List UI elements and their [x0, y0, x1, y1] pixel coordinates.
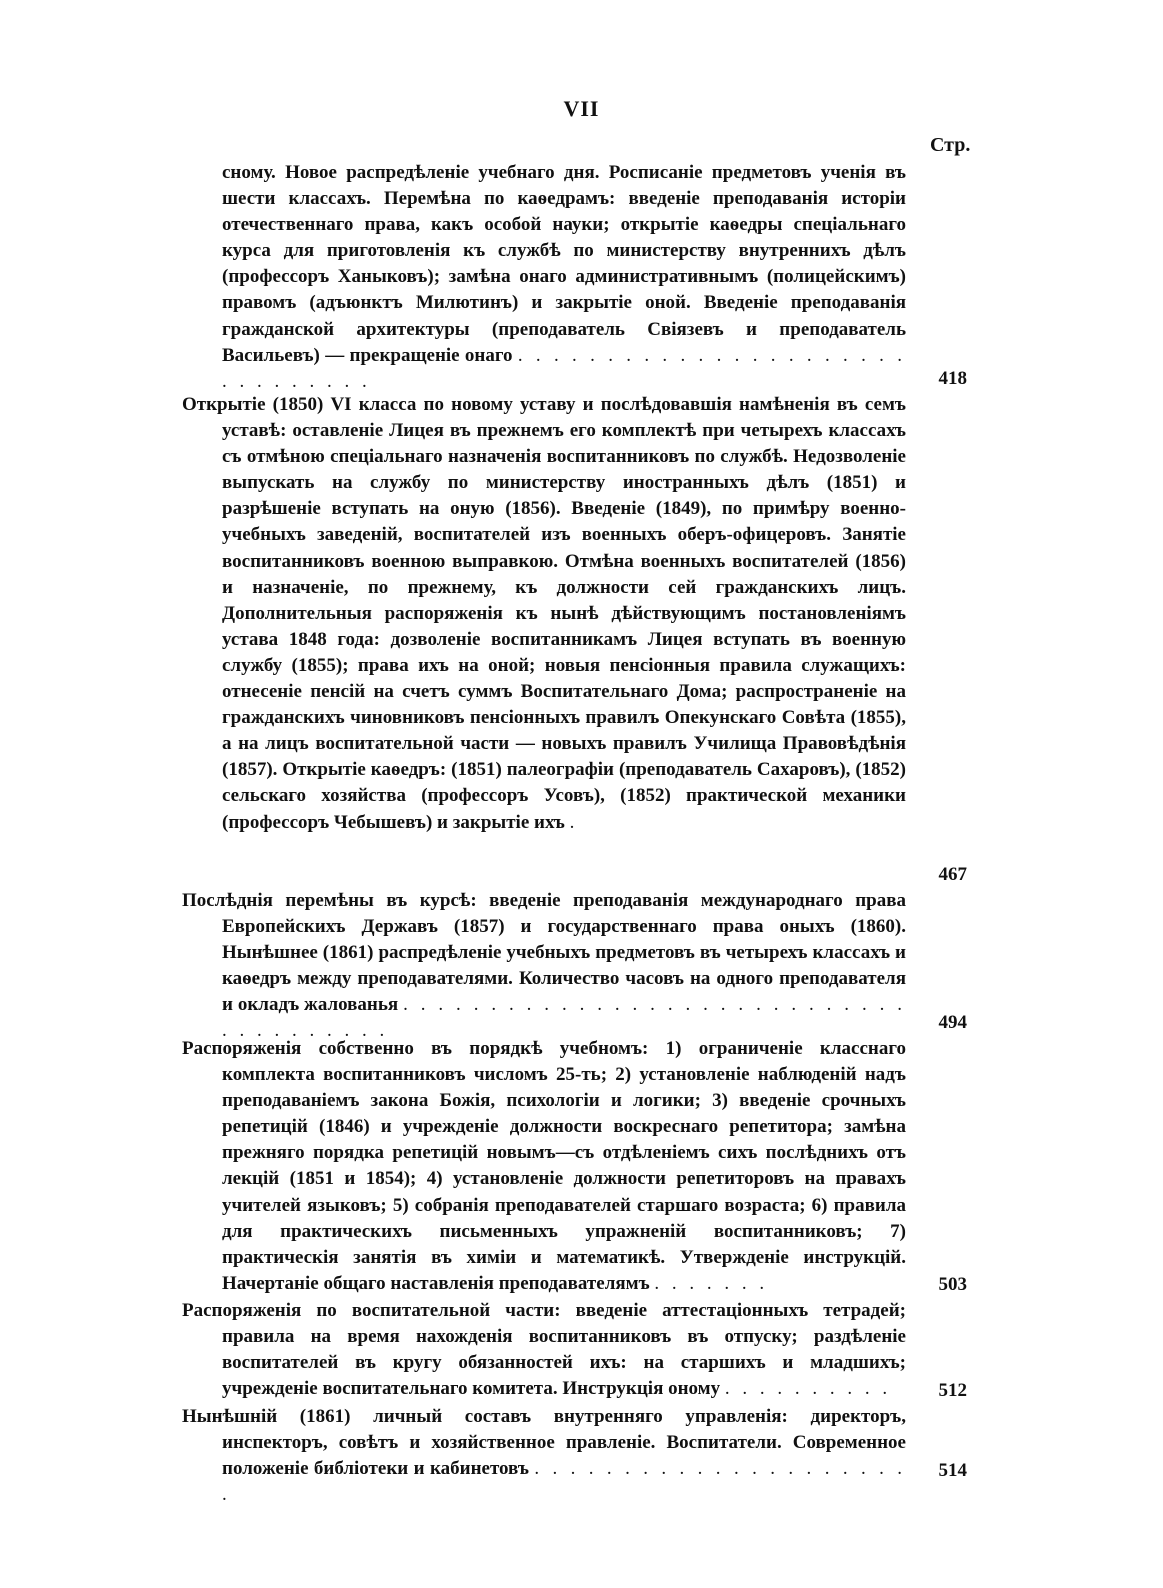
- leader-dots: . . . . . . . . . . . . . . . . . . . . . . . . . . . . . . .: [222, 344, 907, 392]
- leader-dots: . . . . . . .: [654, 1272, 769, 1294]
- toc-entry-text: [182, 1036, 906, 1297]
- toc-entry-description: Нынѣшній (1861) личный составъ внутренняго управленія: директоръ, инспекторъ, совѣтъ и хозяйственное правленіе. Воспитатели. Современное положеніе библіотеки и кабинетовъ: [182, 1406, 906, 1480]
- toc-entry-text: [222, 160, 906, 395]
- toc-entry-description: Открытіе (1850) VI класса по новому уставу и послѣдовавшія намѣненія въ семъ уставѣ: оставленіе Лицея въ прежнемъ его комплектѣ при четырехъ классахъ съ отмѣною спеціальнаго назначенія воспитанниковъ по службѣ. Недозволеніе выпускать на службу по министерству иностранныхъ дѣлъ (1851) и разрѣшеніе вступать на оную (1856). Введеніе (1849), по примѣру военно-учебныхъ заведеній, воспитателей изъ военныхъ оберъ-офицеровъ. Занятіе воспитанниковъ военною выправкою. Отмѣна военныхъ воспитателей (1856) и назначеніе, по прежнему, къ должности сей гражданскихъ лицъ. Дополнительныя распоряженія къ нынѣ дѣйствующимъ постановленіямъ устава 1848 года: дозволеніе воспитанникамъ Лицея вступать въ военную службу (1855); права ихъ на оной; новыя пенсіонныя правила служащихъ: отнесеніе пенсій на счетъ суммъ Воспитательнаго Дома; распространеніе на гражданскихъ чиновниковъ пенсіонныхъ правилъ Опекунскаго Совѣта (1855), а на лицъ воспитательной части — новыхъ правилъ Училища Правовѣдѣнія (1857). Открытіе каѳедръ: (1851) палеографіи (преподаватель Сахаровъ), (1852) сельскаго хозяйства (профессоръ Усовъ), (1852) практической механики (профессоръ Чебышевъ) и закрытіе ихъ: [182, 394, 906, 833]
- toc-entry: [0, 160, 1163, 392]
- toc-entry-page: 494: [938, 1012, 967, 1033]
- toc-entry-text: [182, 1298, 906, 1402]
- toc-entry-description: Послѣднія перемѣны въ курсѣ: введеніе преподаванія международнаго права Европейскихъ Державъ (1857) и государственнаго права оныхъ (1860). Нынѣшнее (1861) распредѣленіе учебныхъ предметовъ въ четырехъ классахъ и каѳедръ между преподавателями. Количество часовъ на одного преподавателя и окладъ жалованья: [182, 890, 906, 1016]
- toc-entry-page: 467: [938, 864, 967, 885]
- toc-entry-description: сному. Новое распредѣленіе учебнаго дня. Росписаніе предметовъ ученія въ шести классахъ. Перемѣна по каѳедрамъ: введеніе преподаванія исторіи отечественнаго права, какъ особой науки; открытіе каѳедры спеціальнаго курса для приготовленія къ службѣ по министерству внутреннихъ дѣлъ (профессоръ Ханыковъ); замѣна онаго административнымъ (полицейскимъ) правомъ (адъюнктъ Милютинъ) и закрытіе оной. Введеніе преподаванія гражданской архитектуры (преподаватель Свіязевъ и преподаватель Васильевъ) — прекращеніе онаго: [222, 162, 906, 366]
- leader-dots: . . . . . . . . . . . . . . . . . . . . . .: [222, 1458, 907, 1506]
- toc-entry: [0, 392, 1163, 888]
- toc-entry-description: Распоряженія по воспитательной части: введеніе аттестаціонныхъ тетрадей; правила на время нахожденія воспитанниковъ въ отпуску; раздѣленіе воспитателей въ кругу обязанностей ихъ: на старшихъ и младшихъ; учрежденіе воспитательнаго комитета. Инструкція оному: [182, 1300, 906, 1400]
- toc-entry: [0, 1298, 1163, 1404]
- toc-entry-description: Распоряженія собственно въ порядкѣ учебномъ: 1) ограниченіе класснаго комплекта воспитанниковъ числомъ 25-ть; 2) установленіе наблюденій надъ преподаваніемъ закона Божія, психологіи и логики; 3) введеніе срочныхъ репетицій (1846) и учрежденіе должности воскреснаго репетитора; замѣна прежняго порядка репетицій новымъ—съ отдѣленіемъ сихъ послѣднихъ отъ лекцій (1851 и 1854); 4) установленіе должности репетиторовъ на правахъ учителей языковъ; 5) собранія преподавателей старшаго возраста; 6) правила для практическихъ письменныхъ упражненій воспитанниковъ; 7) практическія занятія въ химіи и математикѣ. Утвержденіе инструкцій. Начертаніе общаго наставленія преподавателямъ: [182, 1038, 906, 1294]
- toc-entry-page: 514: [938, 1460, 967, 1481]
- page-number: VII: [563, 96, 600, 121]
- table-of-contents: [0, 160, 1163, 1506]
- leader-dots: . . . . . . . . . .: [724, 1378, 892, 1400]
- leader-dots: . . . . . . . . . . . . . . . . . . . . . . . . . . . . . . . . . . . . . . .: [222, 994, 906, 1042]
- leader-dots: .: [569, 811, 579, 833]
- toc-entry-text: [182, 392, 906, 836]
- toc-entry-text: [182, 888, 906, 1045]
- page-column-label: Стр.: [930, 134, 971, 156]
- toc-entry-page: 512: [938, 1380, 967, 1401]
- toc-entry: [0, 1404, 1163, 1506]
- toc-entry-text: [182, 1404, 907, 1508]
- toc-entry-page: 503: [938, 1274, 967, 1295]
- toc-entry: [0, 1036, 1163, 1298]
- toc-entry: [0, 888, 1163, 1042]
- toc-entry-page: 418: [938, 368, 967, 389]
